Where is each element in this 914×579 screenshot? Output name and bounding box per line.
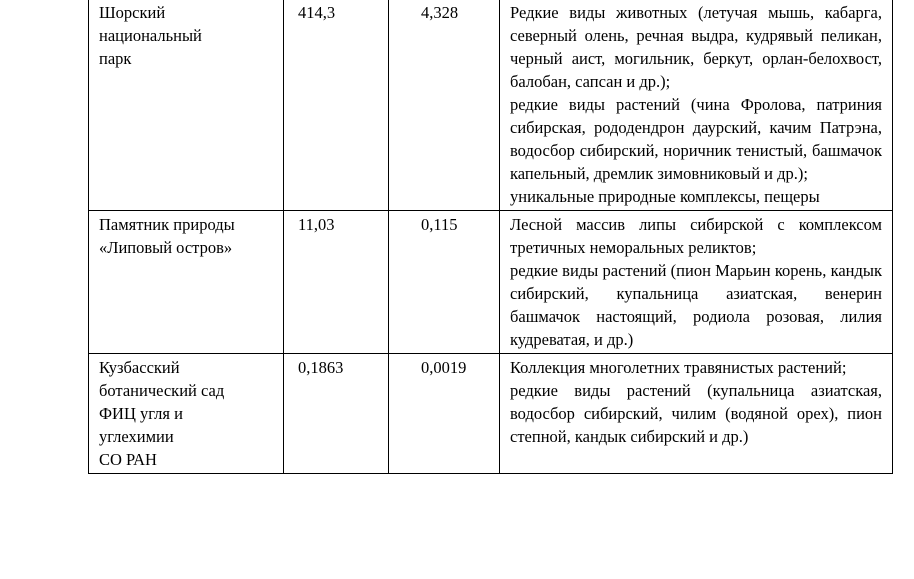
description-paragraph: уникальные природные комплексы, пещеры	[510, 187, 820, 206]
area-name-cell	[89, 354, 284, 474]
description-paragraph: Редкие виды животных (летучая мышь, кабарга, северный олень, речная выдра, кудрявый пеликан, черный аист, могильник, беркут, орлан-белохвост, балобан, сапсан и др.);	[510, 3, 882, 91]
area-value-cell	[284, 0, 389, 211]
area-value-cell	[284, 354, 389, 474]
area-name-line: СО РАН	[99, 450, 157, 469]
area-share: 0,115	[421, 215, 458, 234]
table-row	[89, 0, 893, 211]
description-paragraph: Коллекция многолетних травянистых растений;	[510, 358, 847, 377]
area-name-line: Кузбасский	[99, 358, 180, 377]
area-value: 414,3	[298, 3, 336, 22]
table-row	[89, 354, 893, 474]
area-name-line: ФИЦ угля и	[99, 404, 183, 423]
area-name-line: Шорский	[99, 3, 166, 22]
area-share: 4,328	[421, 3, 459, 22]
description-cell	[500, 0, 893, 211]
protected-areas-table	[88, 0, 893, 474]
area-share-cell	[389, 0, 500, 211]
area-name-line: углехимии	[99, 427, 174, 446]
description-paragraph: редкие виды растений (чина Фролова, патриния сибирская, рододендрон даурский, качим Патрэна, водосбор сибирский, норичник тенистый, башмачок капельный, дремлик зимовниковый и др.);	[510, 95, 882, 183]
area-value: 0,1863	[298, 358, 344, 377]
area-value-cell	[284, 211, 389, 354]
area-share-cell	[389, 354, 500, 474]
area-name-line: Памятник природы	[99, 215, 235, 234]
area-name-cell	[89, 0, 284, 211]
area-share-cell	[389, 211, 500, 354]
area-name-line: национальный	[99, 26, 202, 45]
table-row	[89, 211, 893, 354]
area-name-line: ботанический сад	[99, 381, 225, 400]
area-name-cell	[89, 211, 284, 354]
area-name-line: «Липовый остров»	[99, 238, 233, 257]
area-share: 0,0019	[421, 358, 467, 377]
description-paragraph: Лесной массив липы сибирской с комплексом третичных неморальных реликтов;	[510, 215, 882, 257]
description-cell	[500, 354, 893, 474]
description-paragraph: редкие виды растений (купальница азиатская, водосбор сибирский, чилим (водяной орех), пион степной, кандык сибирский и др.)	[510, 381, 882, 446]
description-paragraph: редкие виды растений (пион Марьин корень, кандык сибирский, купальница азиатская, венерин башмачок настоящий, родиола розовая, лилия кудреватая, и др.)	[510, 261, 882, 349]
description-cell	[500, 211, 893, 354]
area-name-line: парк	[99, 49, 132, 68]
area-value: 11,03	[298, 215, 335, 234]
